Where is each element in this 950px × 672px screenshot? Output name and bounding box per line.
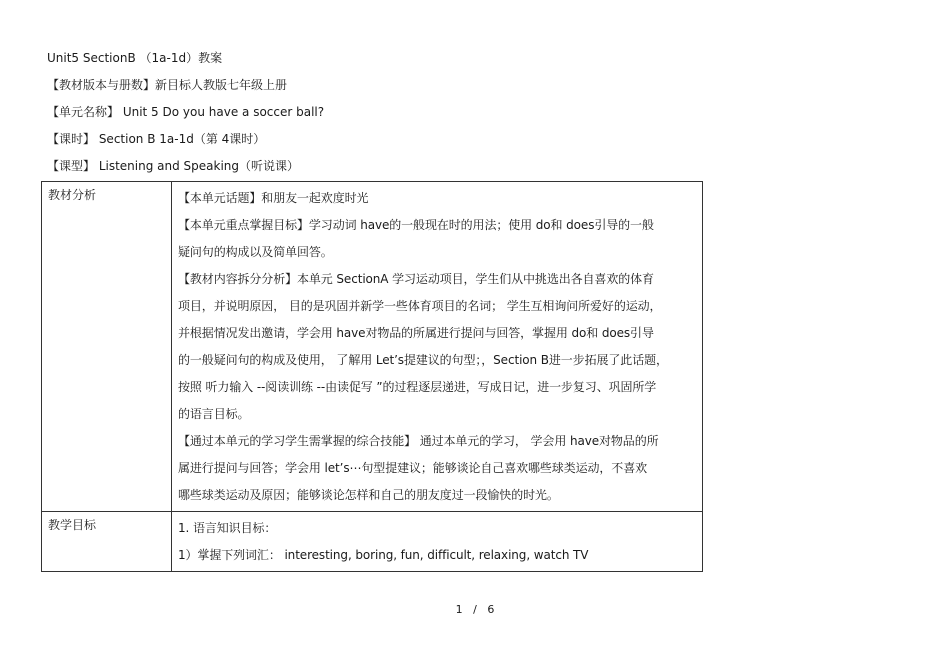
analysis-line: 【本单元话题】和朋友一起欢度时光 xyxy=(178,191,369,205)
analysis-line: 【本单元重点掌握目标】学习动词 have的一般现在时的用法；使用 do和 does引导的一般 xyxy=(178,218,654,232)
objectives-line: 1. 语言知识目标： xyxy=(178,521,277,535)
doc-title: Unit5 SectionB （1a-1d）教案 xyxy=(47,51,223,65)
unit-name-line: 【单元名称】 Unit 5 Do you have a soccer ball? xyxy=(47,105,325,119)
analysis-line: 按照 听力输入 --阅读训练 --由读促写 ”的过程逐层递进，写成日记，进一步复习、巩固所学 xyxy=(178,380,657,394)
lesson-plan-table xyxy=(41,181,703,572)
objectives-content xyxy=(172,512,703,572)
analysis-line: 【教材内容拆分分析】本单元 SectionA 学习运动项目，学生们从中挑选出各自喜欢的体育 xyxy=(178,272,654,286)
period-line: 【课时】 Section B 1a-1d（第 4课时） xyxy=(47,132,266,146)
analysis-line: 【通过本单元的学习学生需掌握的综合技能】 通过本单元的学习， 学会用 have对物品的所 xyxy=(178,434,659,448)
table-row-analysis xyxy=(42,182,703,512)
page-total: 6 xyxy=(487,603,495,616)
analysis-label: 教材分析 xyxy=(42,182,172,512)
table-row-objectives xyxy=(42,512,703,572)
analysis-line: 并根据情况发出邀请，学会用 have对物品的所属进行提问与回答，掌握用 do和 does引导 xyxy=(178,326,654,340)
analysis-line: 项目，并说明原因， 目的是巩固并新学一些体育项目的名词； 学生互相询问所爱好的运动， xyxy=(178,299,662,313)
analysis-line: 的一般疑问句的构成及使用， 了解用 Let’s提建议的句型；，Section B进一步拓展了此话题， xyxy=(178,353,668,367)
objectives-line: 1）掌握下列词汇： interesting, boring, fun, difficult, relaxing, watch TV xyxy=(178,548,589,562)
lesson-type-line: 【课型】 Listening and Speaking（听说课） xyxy=(47,159,300,173)
analysis-line: 的语言目标。 xyxy=(178,407,250,421)
analysis-line: 属进行提问与回答；学会用 let’s⋯句型提建议；能够谈论自己喜欢哪些球类运动，不喜欢 xyxy=(178,461,648,475)
analysis-line: 哪些球类运动及原因；能够谈论怎样和自己的朋友度过一段愉快的时光。 xyxy=(178,488,559,502)
analysis-line: 疑问句的构成以及简单回答。 xyxy=(178,245,333,259)
objectives-label: 教学目标 xyxy=(42,512,172,572)
page-number xyxy=(0,603,950,617)
page-separator: / xyxy=(473,603,477,616)
edition-line: 【教材版本与册数】新目标人教版七年级上册 xyxy=(47,78,288,92)
analysis-content xyxy=(172,182,703,512)
page-current: 1 xyxy=(455,603,463,616)
